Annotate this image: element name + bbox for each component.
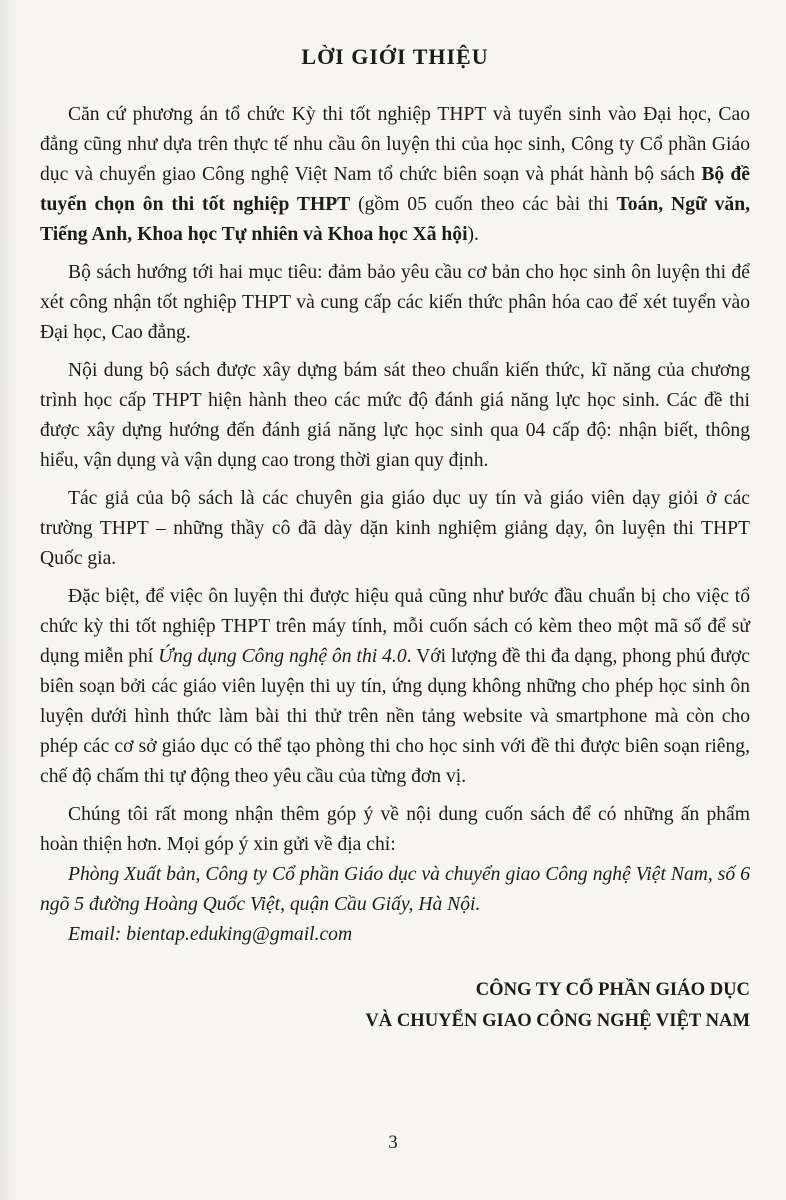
paragraph-goals: Bộ sách hướng tới hai mục tiêu: đảm bảo yêu cầu cơ bản cho học sinh ôn luyện thi để xét công nhận tốt nghiệp THPT và cung cấp các kiến thức phân hóa cao để xét tuyển vào Đại học, Cao đẳng.	[40, 262, 750, 343]
paragraph-authors: Tác giả của bộ sách là các chuyên gia giáo dục uy tín và giáo viên dạy giỏi ở các trường THPT – những thầy cô đã dày dặn kinh nghiệm giảng dạy, ôn luyện thi THPT Quốc gia.	[40, 488, 750, 569]
signature-line-2: VÀ CHUYỂN GIAO CÔNG NGHỆ VIỆT NAM	[365, 1010, 750, 1031]
paragraph-app-text-1: Đặc biệt, để việc ôn luyện thi được hiệu quả cũng như bước đầu chuẩn bị cho việc tổ chức kỳ thi tốt nghiệp THPT trên máy tính, mỗi cuốn sách có kèm theo một mã số để sử dụng miễn phí	[40, 586, 750, 667]
contact-email: Email: bientap.eduking@gmail.com	[68, 924, 353, 945]
paragraph-intro	[40, 100, 750, 250]
contact-address: Phòng Xuất bản, Công ty Cổ phần Giáo dục và chuyển giao Công nghệ Việt Nam, số 6 ngõ 5 đường Hoàng Quốc Việt, quận Cầu Giấy, Hà Nội.	[40, 864, 750, 915]
paragraph-intro-text-1: Căn cứ phương án tổ chức Kỳ thi tốt nghiệp THPT và tuyển sinh vào Đại học, Cao đẳng cũng như dựa trên thực tế nhu cầu ôn luyện thi của học sinh, Công ty Cổ phần Giáo dục và chuyển giao Công nghệ Việt Nam tổ chức biên soạn và phát hành bộ sách	[40, 104, 750, 185]
page-title: LỜI GIỚI THIỆU	[301, 44, 489, 69]
paragraph-app	[40, 582, 750, 792]
signature-block	[40, 974, 750, 1036]
app-name: Ứng dụng Công nghệ ôn thi 4.0	[158, 646, 407, 667]
paragraph-feedback: Chúng tôi rất mong nhận thêm góp ý về nội dung cuốn sách để có những ấn phẩm hoàn thiện hơn. Mọi góp ý xin gửi về địa chỉ:	[40, 804, 750, 855]
paragraph-intro-text-2: (gồm 05 cuốn theo các bài thi	[350, 194, 617, 215]
page-number: 3	[388, 1132, 398, 1153]
paragraph-app-text-2: . Với lượng đề thi đa dạng, phong phú được biên soạn bởi các giáo viên luyện thi uy tín, ứng dụng không những cho phép học sinh ôn luyện dưới hình thức làm bài thi thử trên nền tảng website và smartphone mà còn cho phép các cơ sở giáo dục có thể tạo phòng thi cho học sinh với đề thi được biên soạn riêng, chế độ chấm thi tự động theo yêu cầu của từng đơn vị.	[40, 646, 750, 787]
paragraph-content: Nội dung bộ sách được xây dựng bám sát theo chuẩn kiến thức, kĩ năng của chương trình học cấp THPT hiện hành theo các mức độ đánh giá năng lực học sinh. Các đề thi được xây dựng hướng đến đánh giá năng lực học sinh qua 04 cấp độ: nhận biết, thông hiểu, vận dụng và vận dụng cao trong thời gian quy định.	[40, 360, 750, 471]
subject-list: Toán, Ngữ văn, Tiếng Anh, Khoa học Tự nhiên và Khoa học Xã hội	[40, 194, 750, 245]
signature-line-1: CÔNG TY CỔ PHẦN GIÁO DỤC	[475, 979, 750, 1000]
paragraph-intro-text-3: ).	[467, 224, 479, 245]
book-series-name: Bộ đề tuyển chọn ôn thi tốt nghiệp THPT	[40, 164, 751, 215]
